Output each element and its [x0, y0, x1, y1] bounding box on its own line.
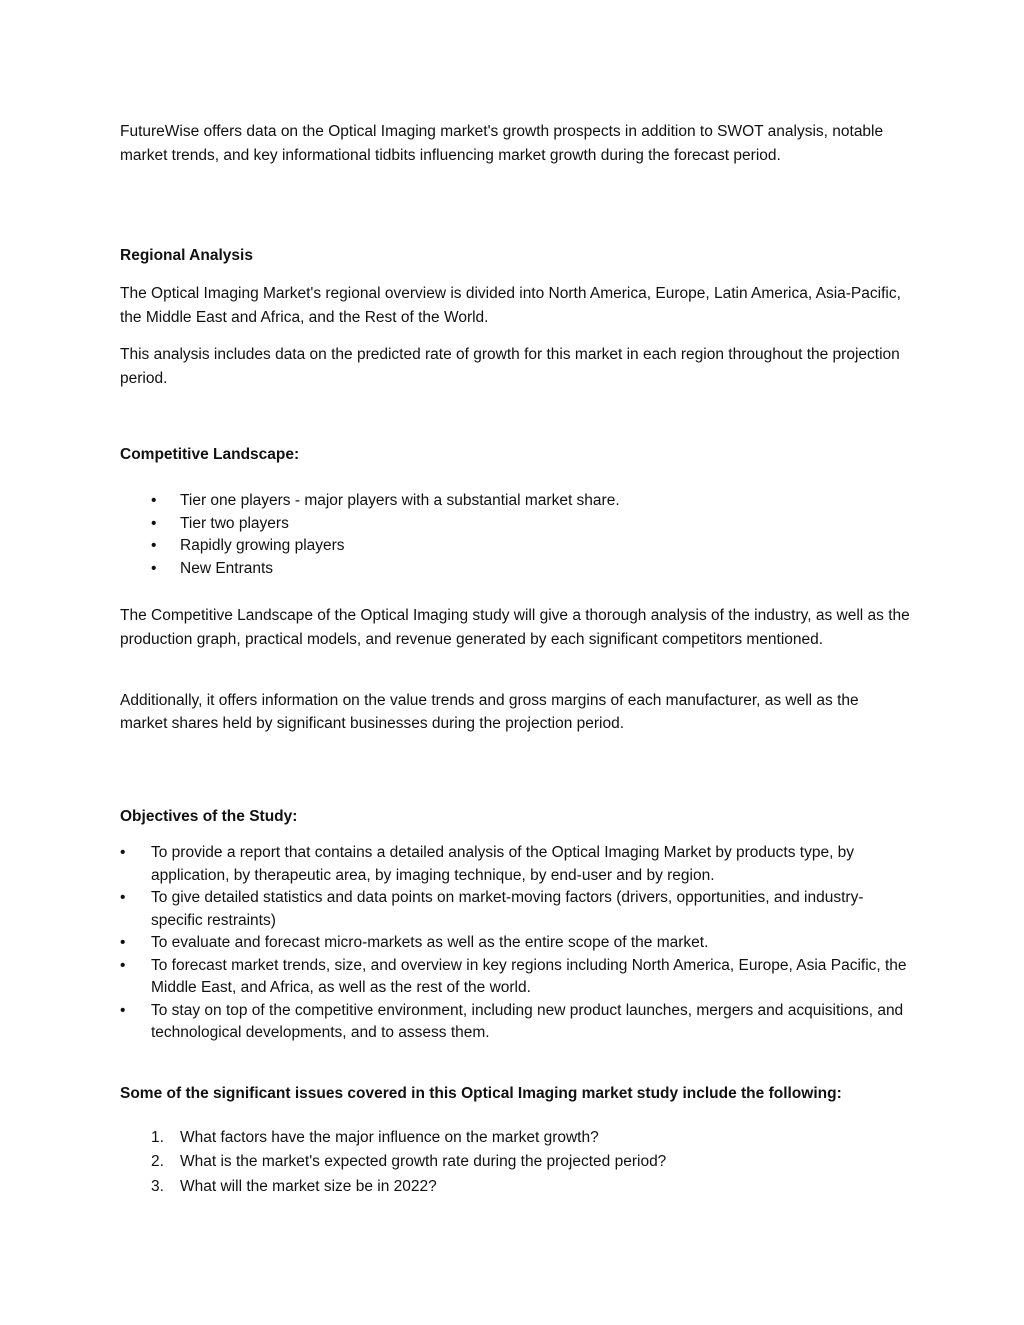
bullet-icon: •: [120, 934, 126, 951]
list-item: [120, 887, 910, 932]
list-item: [120, 932, 910, 955]
bullet-icon: •: [151, 560, 157, 578]
objectives-heading: Objectives of the Study:: [120, 808, 298, 825]
list-number: 2.: [151, 1153, 164, 1171]
list-item-text: To stay on top of the competitive environment, including new product launches, mergers and acquisitions, and technological developments, and to assess them.: [151, 1001, 904, 1041]
list-item: [120, 490, 620, 513]
list-item: [120, 558, 620, 581]
bullet-icon: •: [120, 889, 126, 906]
regional-analysis-heading: Regional Analysis: [120, 247, 253, 264]
list-item-text: What factors have the major influence on the market growth?: [180, 1129, 599, 1146]
list-item: [120, 1000, 910, 1045]
list-item-text: Tier one players - major players with a substantial market share.: [180, 492, 620, 509]
list-item-text: To evaluate and forecast micro-markets as well as the entire scope of the market.: [151, 934, 709, 951]
competitive-landscape-heading: Competitive Landscape:: [120, 446, 300, 463]
list-item: [120, 1175, 666, 1199]
list-number: 3.: [151, 1177, 164, 1195]
bullet-icon: •: [120, 956, 126, 974]
list-item: [120, 513, 620, 536]
list-item: [120, 535, 620, 558]
intro-paragraph: FutureWise offers data on the Optical Imaging market's growth prospects in addition to SWOT analysis, notable market trends, and key informational tidbits influencing market growth during the forecast period.: [120, 123, 884, 164]
bullet-icon: •: [151, 537, 157, 555]
issues-list: [120, 1126, 666, 1199]
bullet-icon: •: [120, 844, 126, 861]
bullet-icon: •: [151, 492, 157, 509]
regional-paragraph: This analysis includes data on the predicted rate of growth for this market in each region throughout the projection period.: [120, 346, 900, 387]
list-item-text: Tier two players: [180, 514, 289, 532]
bullet-icon: •: [151, 514, 157, 532]
list-item: [120, 842, 910, 887]
competitive-paragraph: The Competitive Landscape of the Optical Imaging study will give a thorough analysis of the industry, as well as the production graph, practical models, and revenue generated by each significant competitors mentioned.: [120, 607, 910, 648]
list-item-text: To provide a report that contains a detailed analysis of the Optical Imaging Market by products type, by application, by therapeutic area, by imaging technique, by end-user and by region.: [151, 844, 855, 884]
objectives-list: [120, 842, 910, 1045]
regional-paragraph: The Optical Imaging Market's regional overview is divided into North America, Europe, Latin America, Asia-Pacific, the Middle East and Africa, and the Rest of the World.: [120, 285, 901, 326]
list-item-text: To forecast market trends, size, and overview in key regions including North America, Europe, Asia Pacific, the Middle East, and Africa, as well as the rest of the world.: [151, 956, 907, 996]
competitive-list: [120, 490, 620, 581]
list-item-text: Rapidly growing players: [180, 537, 345, 555]
list-item-text: New Entrants: [180, 560, 274, 578]
competitive-paragraph: Additionally, it offers information on the value trends and gross margins of each manufacturer, as well as the market shares held by significant businesses during the projection period.: [120, 692, 859, 732]
list-item: [120, 1126, 666, 1150]
list-item-text: What will the market size be in 2022?: [180, 1177, 437, 1195]
list-item: [120, 955, 910, 1000]
list-item: [120, 1150, 666, 1174]
list-number: 1.: [151, 1129, 164, 1146]
bullet-icon: •: [120, 1001, 126, 1019]
list-item-text: What is the market's expected growth rate during the projected period?: [180, 1153, 667, 1171]
list-item-text: To give detailed statistics and data points on market-moving factors (drivers, opportunities, and industry-specific restraints): [151, 889, 864, 929]
issues-heading: Some of the significant issues covered in this Optical Imaging market study include the following:: [120, 1085, 842, 1102]
